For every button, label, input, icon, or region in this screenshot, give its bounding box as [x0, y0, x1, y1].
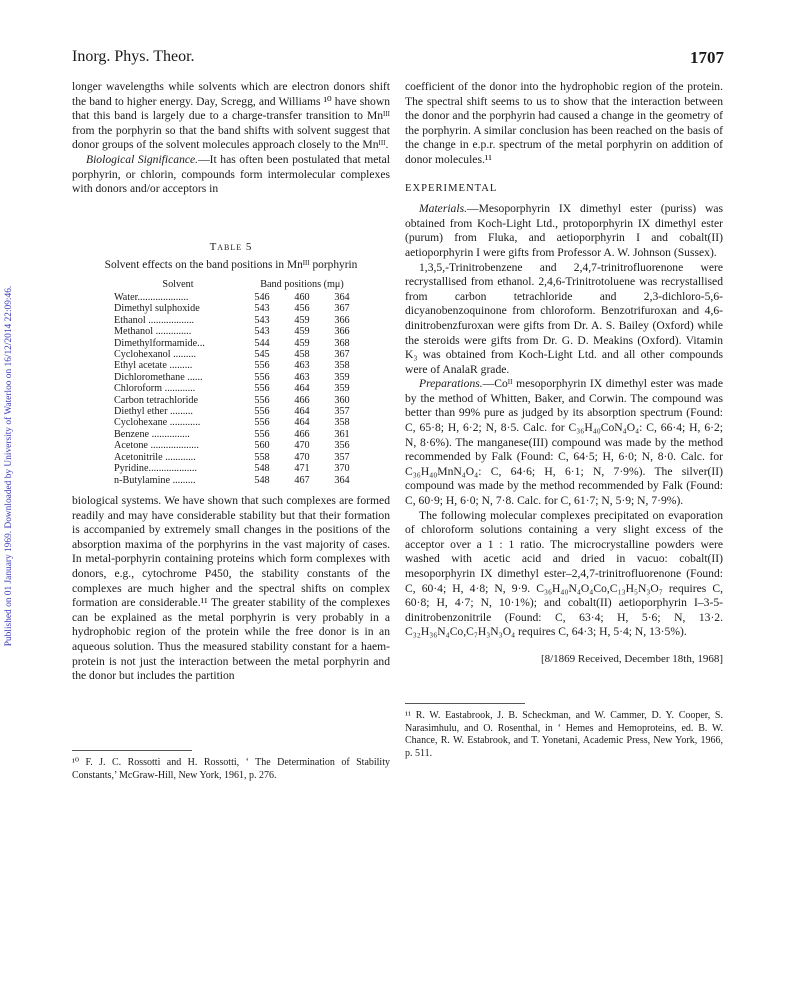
cell-band-2: 460 — [294, 292, 310, 303]
cell-solvent: Dichloromethane ...... — [114, 371, 203, 383]
cell-band-3: 366 — [334, 326, 350, 338]
table-row — [114, 292, 362, 303]
cell-solvent: Diethyl ether ......... — [114, 406, 193, 418]
cell-solvent: Methanol .............. — [114, 326, 192, 338]
table-row — [114, 383, 362, 394]
table-row — [114, 475, 362, 486]
cell-solvent: Chloroform ............ — [114, 383, 196, 395]
table-row — [114, 372, 362, 383]
cell-band-2: 470 — [294, 451, 310, 463]
solvent-effects-table — [114, 279, 362, 486]
cell-solvent: Cyclohexanol ......... — [114, 349, 197, 361]
column-header-solvent: Solvent — [162, 279, 194, 290]
page-number: 1707 — [690, 48, 724, 67]
table-row — [114, 463, 362, 474]
table-row — [114, 360, 362, 371]
cell-band-1: 543 — [254, 314, 270, 326]
cell-band-2: 466 — [294, 428, 310, 440]
table-title: Table 5 — [209, 241, 253, 253]
page-header — [72, 48, 724, 68]
footnote-rule-left — [72, 750, 192, 751]
paragraph-biological-significance — [72, 153, 390, 197]
cell-band-1: 556 — [254, 360, 270, 372]
cell-band-2: 459 — [294, 326, 310, 338]
column-header-bands: Band positions (mμ) — [260, 279, 344, 290]
paragraph-materials — [405, 202, 723, 260]
cell-solvent: Carbon tetrachloride — [114, 394, 199, 406]
experimental-heading: EXPERIMENTAL — [405, 182, 498, 194]
cell-band-1: 545 — [254, 349, 270, 361]
section-label-materials: Materials. — [419, 202, 467, 216]
cell-band-3: 358 — [334, 360, 350, 372]
table-row — [114, 349, 362, 360]
paragraph-complexes: The following molecular complexes precipitated on evaporation of chloroform solutions containing a very slight excess of the acceptor over a 1 : 1 ratio. The microcrystalline powders were washed with acetic acid and dried in vacuo: cobalt(II) mesoporphyrin IX dimethyl ester–2,4,7-trinitrofluorenone (Found: C, 60·4; H, 4·8; N, 9·9. C₃₆H₄₀N₄O₄Co,C₁₃H₅N₃O₇ requires C, 60·8; H, 4·7; N, 10·1%); and cobalt(II) aetioporphyrin I–3-5-dinitrobenzonitrile (Found: C, 63·4; H, 5·6; N, 13·2. C₃₂H₃₆N₄Co,C₇H₃N₃O₄ requires C, 64·3; H, 5·4; N, 13·5%). — [405, 508, 723, 639]
cell-band-1: 556 — [254, 417, 270, 429]
table-5 — [72, 241, 390, 486]
cell-band-1: 556 — [254, 394, 270, 406]
cell-band-1: 548 — [254, 474, 270, 486]
paragraph-mn-band: longer wavelengths while solvents which are electron donors shift the band to higher energy. Day, Scregg, and Williams ¹⁰ have shown that this band is largely due to a charge-transfer transition to Mnᴵᴵᴵ from the porphyrin so that the band shifts with solvent suggest that donor groups of the solvent molecules approach closely to the Mnᴵᴵᴵ. — [72, 80, 390, 152]
cell-solvent: Benzene ............... — [114, 428, 190, 440]
cell-solvent: Acetone ................... — [114, 440, 199, 452]
cell-band-3: 360 — [334, 394, 350, 406]
cell-band-3: 364 — [334, 292, 350, 303]
journal-title: Inorg. Phys. Theor. — [72, 48, 195, 65]
cell-band-3: 368 — [334, 337, 350, 349]
cell-band-2: 467 — [294, 474, 310, 486]
cell-solvent: Cyclohexane ............ — [114, 417, 201, 429]
cell-solvent: Ethanol .................. — [114, 314, 195, 326]
cell-solvent: Acetonitrile ............ — [114, 451, 196, 463]
cell-band-2: 456 — [294, 303, 310, 315]
table-row — [114, 326, 362, 337]
cell-band-1: 556 — [254, 383, 270, 395]
cell-band-2: 458 — [294, 349, 310, 361]
footnote-10: ¹⁰ F. J. C. Rossotti and H. Rossotti, ‘ The Determination of Stability Constants,’ McGraw-Hill, New York, 1961, p. 276. — [72, 757, 390, 781]
table-header-row — [114, 279, 362, 292]
publication-side-note[interactable]: Published on 01 January 1969. Downloaded by University of Waterloo on 16/12/2014 22:09:46. — [4, 285, 14, 647]
cell-band-3: 366 — [334, 314, 350, 326]
cell-band-1: 548 — [254, 463, 270, 475]
cell-band-3: 370 — [334, 463, 350, 475]
section-label-preparations: Preparations. — [419, 377, 483, 391]
table-row — [114, 406, 362, 417]
cell-band-3: 357 — [334, 451, 350, 463]
paragraph-biological-text: —It has often been postulated that metal porphyrin, or chlorin, compounds form intermolecular complexes with donors and/or acceptors in — [72, 152, 390, 196]
left-column-upper — [72, 80, 390, 197]
paragraph-coefficient: coefficient of the donor into the hydrophobic region of the protein. The spectral shift seems to us to show that the interaction between the donor and the porphyrin had caused a change in the geometry of the porphyrin. A similar conclusion has been reached on the basis of the change in e.p.r. spectrum of the metal porphyrin on addition of donor molecules.¹¹ — [405, 80, 723, 166]
paragraph-preparations — [405, 377, 723, 508]
cell-solvent: n-Butylamine ......... — [114, 474, 196, 486]
table-row — [114, 395, 362, 406]
right-column — [405, 80, 723, 667]
cell-band-3: 358 — [334, 417, 350, 429]
cell-band-3: 364 — [334, 474, 350, 486]
cell-band-1: 560 — [254, 440, 270, 452]
cell-solvent: Dimethylformamide... — [114, 337, 205, 349]
section-label-biological: Biological Significance. — [86, 152, 199, 166]
footnote-11: ¹¹ R. W. Eastabrook, J. B. Scheckman, and W. Cammer, D. Y. Cooper, S. Narasimhulu, and O. Rosenthal, in ‘ Hemes and Hemoproteins, ed. B. W. Chance, R. W. Estabrook, and T. Yonetani, Academic Press, New York, 1966, p. 511. — [405, 710, 723, 759]
cell-solvent: Ethyl acetate ......... — [114, 360, 193, 372]
cell-band-2: 466 — [294, 394, 310, 406]
cell-band-2: 459 — [294, 314, 310, 326]
cell-band-3: 359 — [334, 383, 350, 395]
left-column-lower — [72, 494, 390, 684]
table-row — [114, 452, 362, 463]
cell-band-2: 470 — [294, 440, 310, 452]
cell-band-3: 356 — [334, 440, 350, 452]
received-date: [8/1869 Received, December 18th, 1968] — [540, 652, 723, 665]
cell-band-2: 459 — [294, 337, 310, 349]
cell-band-1: 546 — [254, 292, 270, 303]
cell-band-2: 464 — [294, 383, 310, 395]
cell-band-1: 543 — [254, 303, 270, 315]
cell-solvent: Pyridine................... — [114, 463, 197, 475]
cell-band-1: 543 — [254, 326, 270, 338]
cell-band-3: 367 — [334, 303, 350, 315]
table-caption: Solvent effects on the band positions in Mnᴵᴵᴵ porphyrin — [104, 259, 358, 271]
cell-band-2: 463 — [294, 371, 310, 383]
cell-band-1: 556 — [254, 371, 270, 383]
cell-band-3: 361 — [334, 428, 350, 440]
footnote-rule-right — [405, 703, 525, 704]
cell-band-2: 471 — [294, 463, 310, 475]
cell-solvent: Dimethyl sulphoxide — [114, 303, 200, 315]
table-row — [114, 303, 362, 314]
paragraph-materials-text: —Mesoporphyrin IX dimethyl ester (puriss) was obtained from Koch-Light Ltd., protoporphyrin IX dimethyl ester (purum) from Fluka, and aetioporphyrin I and cobalt(II) aetioporphyrin I were gifts from Professor A. W. Johnson (Sussex). — [405, 202, 723, 259]
table-row — [114, 315, 362, 326]
cell-band-1: 556 — [254, 428, 270, 440]
table-row — [114, 338, 362, 349]
paragraph-reagents: 1,3,5,-Trinitrobenzene and 2,4,7-trinitrofluorenone were recrystallised from ethanol. 2,4,6-Trinitrotoluene was recrystallised from carbon tetrachloride and 2,3-dichloro-5,6-dicyanobenzoquinone from chloroform. Benzotrifuroxan and 4,6-dinitrobenzfuroxan were gifts from Dr. A. S. Bailey (Oxford) while the steroids were gifts from Dr. G. D. Meakins (Oxford). Vitamin K₃ was obtained from Koch-Light Ltd. and all other compounds were of AnalaR grade. — [405, 260, 723, 376]
table-row — [114, 417, 362, 428]
cell-band-2: 463 — [294, 360, 310, 372]
cell-band-1: 556 — [254, 406, 270, 418]
table-row — [114, 429, 362, 440]
cell-solvent: Water.................... — [114, 292, 189, 303]
cell-band-1: 544 — [254, 337, 270, 349]
cell-band-3: 367 — [334, 349, 350, 361]
table-row — [114, 440, 362, 451]
paragraph-biological-continued: biological systems. We have shown that such complexes are formed readily and may have considerable stability but that their formation is accompanied by extremely small changes in the positions of the absorption maxima of the porphyrins in the vast majority of cases. In metal-porphyrin containing proteins which form complexes with donors, e.g., cytochrome P450, the stability constants of the complexes are much higher and the spectral shifts on complex formation are considerable.¹¹ The greater stability of the complexes can be explained as the metal porphyrin is very probably in a hydrophobic region of the protein while the free donor is in an aqueous solution. Thus the measured stability constant for a haem-protein is not just the interaction between the metal porphyrin and the donor but includes the partition — [72, 494, 390, 683]
cell-band-2: 464 — [294, 406, 310, 418]
cell-band-2: 464 — [294, 417, 310, 429]
cell-band-3: 359 — [334, 371, 350, 383]
cell-band-1: 558 — [254, 451, 270, 463]
cell-band-3: 357 — [334, 406, 350, 418]
paragraph-preparations-text: —Coᴵᴵ mesoporphyrin IX dimethyl ester was made by the method of Whitten, Baker, and Corwin. The compound was better than 99% pure as judged by its absorption spectrum (Found: C, 65·8; H, 6·2; N, 8·5. Calc. for C₃₆H₄₀CoN₄O₄: C, 66·4; H, 6·2; N, 8·6%). The manganese(III) compound was made by the method recommended by Falk (Found: C, 64·5; H, 6·0; N, 8·0. Calc. for C₃₆H₄₀MnN₄O₄: C, 64·6; H, 6·1; N, 7·9%). The silver(II) compound was made by the method recommended by Falk (Found: C, 60·9; H, 6·0; N, 7·8. Calc. for C, 61·7; N, 5·9; N, 7·9%). — [405, 377, 723, 508]
